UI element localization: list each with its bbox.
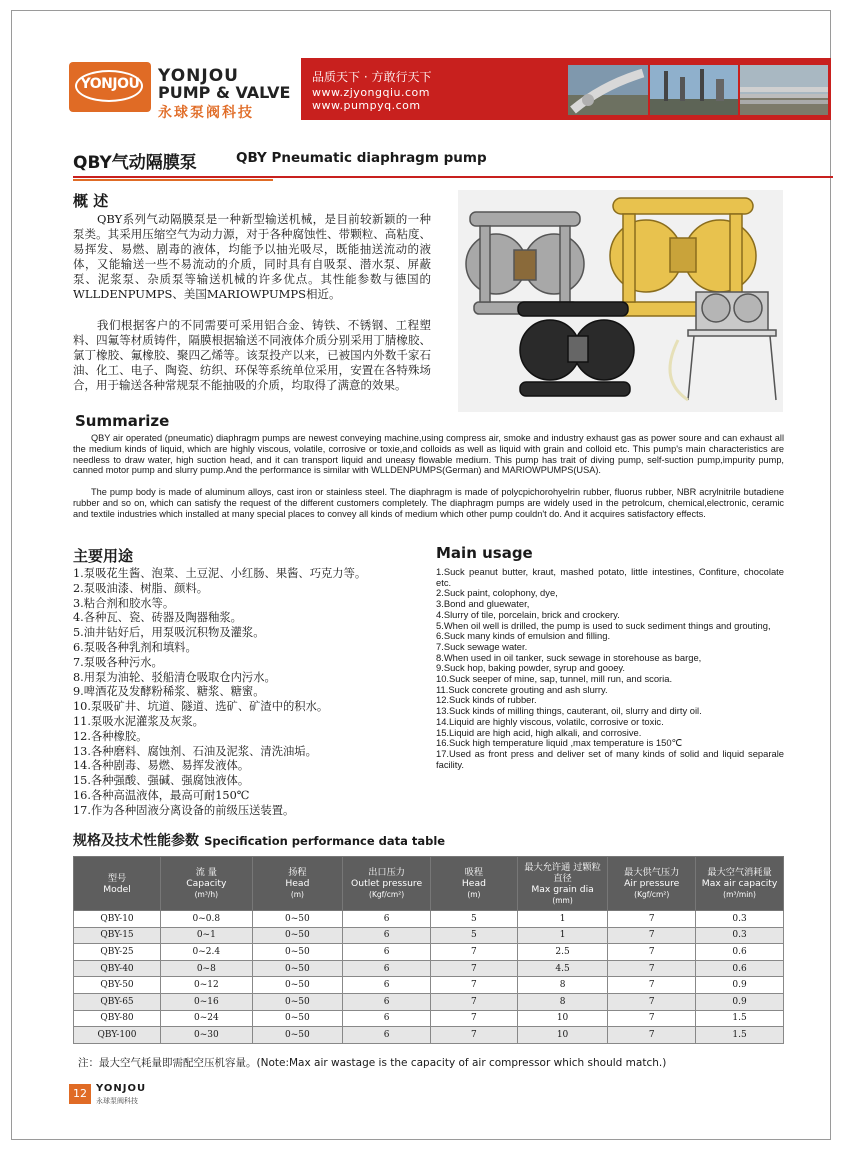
brand-logo: YONJOU xyxy=(69,62,151,112)
list-item: 16.各种高温液体，最高可耐150℃ xyxy=(73,788,250,802)
page-title-en: QBY Pneumatic diaphragm pump xyxy=(236,150,487,166)
overview-paragraph-2: 我们根据客户的不同需要可采用铝合金、铸铁、不锈钢、工程塑料、四氟等材质铸件，隔膜根据输送不同液体介质分别采用丁腈橡胶、氯丁橡胶、氟橡胶、聚四乙烯等。该泵投产以来，已被国内外数千家石油、化工、电子、陶瓷、纺织、环保等系统单位采用，安置在各特殊场合，用于输送各种常规泵不能抽吸的介质，均取得了满意的效果。 xyxy=(73,318,431,392)
list-item: 17.作为各种固液分离设备的前级压送装置。 xyxy=(73,803,295,817)
table-cell: QBY-10 xyxy=(74,911,161,928)
pump-product-photo xyxy=(458,190,783,412)
list-item: 7.Suck sewage water. xyxy=(436,640,528,652)
table-cell: QBY-25 xyxy=(74,944,161,961)
page-title-cn: QBY气动隔膜泵 xyxy=(73,153,197,173)
spec-table-heading: 规格及技术性能参数 Specification performance data table xyxy=(73,833,446,849)
header-slogan: 品质天下 · 方敢行天下 xyxy=(312,70,432,84)
column-header: 流 量 Capacity (m³/h) xyxy=(161,857,253,911)
table-cell: 0~30 xyxy=(161,1027,253,1044)
table-cell: 0~2.4 xyxy=(161,944,253,961)
table-note: 注：最大空气耗量即需配空压机容量。(Note:Max air wastage is the capacity of air compressor which should match.) xyxy=(78,1057,667,1069)
list-item: 12.Suck kinds of rubber. xyxy=(436,694,537,706)
table-cell: 0~50 xyxy=(252,977,343,994)
summarize-paragraph-1: QBY air operated (pneumatic) diaphragm pumps are newest conveying machine,using compress air, smoke and industry exhaust gas as power soure and can exhaust all the medium kinds of liquid, which are highly viscous, volatile, corrosive or toxie,and colloids as well as liquid with grain and colloid etc. This pump's main characteristics are needless to draw water, high suction head, and it can transport liquid and uneasy flowable medium. This pump has trait of diving pump, self-suction pump,impurity pump, canned motor pump and slurry pump.And the performance is similar with WLLDENPUMPS(German) and MARIOWPUMPS(USA). xyxy=(73,433,784,476)
summarize-heading: Summarize xyxy=(75,412,170,430)
table-cell: 1 xyxy=(517,927,607,944)
table-cell: 10 xyxy=(517,1027,607,1044)
table-cell: 7 xyxy=(431,977,518,994)
list-item: 8.用泵为油轮、驳船清仓吸取仓内污水。 xyxy=(73,670,276,684)
table-cell: 0~50 xyxy=(252,911,343,928)
brand-name: YONJOU xyxy=(158,66,239,86)
table-cell: 0~50 xyxy=(252,1027,343,1044)
brand-name-cn: 永球泵阀科技 xyxy=(158,105,254,121)
table-cell: 7 xyxy=(608,977,696,994)
list-item: 4.Slurry of tile, porcelain, brick and crockery. xyxy=(436,608,620,620)
list-item: 14.Liquid are highly viscous, volatilc, corrosive or toxic. xyxy=(436,715,664,727)
table-row xyxy=(74,977,784,994)
list-item: 13.Suck kinds of milling things, cauterant, oil, slurry and dirty oil. xyxy=(436,705,702,717)
list-item: 5.When oil well is drilled, the pump is used to suck sediment things and grouting, xyxy=(436,619,771,631)
list-item: 2.泵吸油漆、树脂、颜料。 xyxy=(73,581,209,595)
table-row xyxy=(74,1010,784,1027)
title-divider xyxy=(73,176,833,178)
table-cell: 7 xyxy=(608,927,696,944)
list-item: 8.When used in oil tanker, suck sewage in storehouse as barge, xyxy=(436,651,702,663)
table-cell: 4.5 xyxy=(517,960,607,977)
table-cell: QBY-15 xyxy=(74,927,161,944)
summarize-paragraph-2: The pump body is made of aluminum alloys, cast iron or stainless steel. The diaphragm is made of polycpichorohyelrin rubber, fluorus rubber, NBR acrylnitrile butadiene rubber and so on, which can satisfy the request of the different customers completely. The diaphragm pumps are widely used in the petrolcum, chemical,electronic, ceramic and textile industries which installed at many special places to convey all kinds of medium which other pump couldn't do. And it acquires satisfactory effects. xyxy=(73,487,784,519)
overview-paragraph-1: QBY系列气动隔膜泵是一种新型输送机械，是目前较新颖的一种泵类。其采用压缩空气为动力源，对于各种腐蚀性、带颗粒、高粘度、易挥发、易燃、剧毒的液体，均能予以抽光吸尽，既能抽送流动的液体，又能输送一些不易流动的介质，同时具有自吸泵、潜水泵、屏蔽泵、泥浆泵、杂质泵等输送机械的许多优点。其性能参数与德国的WLLDENPUMPS、美国MARIOWPUMPS相近。 xyxy=(73,212,431,301)
table-cell: 7 xyxy=(608,1027,696,1044)
list-item: 17.Used as front press and deliver set of many kinds of solid and liquid separale facility. xyxy=(436,747,784,770)
footer-brand-cn: 永球泵阀科技 xyxy=(96,1097,138,1105)
table-row xyxy=(74,911,784,928)
table-cell: 1 xyxy=(517,911,607,928)
table-cell: 2.5 xyxy=(517,944,607,961)
pipes-photo xyxy=(740,65,828,115)
website-url-2[interactable]: www.pumpyq.com xyxy=(312,99,421,112)
table-cell: 7 xyxy=(431,960,518,977)
list-item: 6.Suck many kinds of emulsion and filling. xyxy=(436,630,611,642)
table-header-row xyxy=(74,857,784,911)
table-cell: 10 xyxy=(517,1010,607,1027)
list-item: 3.Bond and gluewater, xyxy=(436,598,530,610)
table-cell: 0~0.8 xyxy=(161,911,253,928)
table-cell: 7 xyxy=(608,1010,696,1027)
usage-heading-cn: 主要用途 xyxy=(73,547,134,565)
table-cell: 0~16 xyxy=(161,993,253,1010)
column-header: 出口压力 Outlet pressure (Kgf/cm²) xyxy=(343,857,431,911)
table-row xyxy=(74,960,784,977)
table-cell: 0.6 xyxy=(696,960,784,977)
overview-heading: 概 述 xyxy=(73,192,109,210)
list-item: 1.Suck peanut butter, kraut, mashed potato, little intestines, Confiture, chocolate etc. xyxy=(436,566,784,588)
website-url[interactable]: www.zjyongqiu.com xyxy=(312,86,431,99)
table-cell: QBY-80 xyxy=(74,1010,161,1027)
table-cell: 0~8 xyxy=(161,960,253,977)
footer-brand: YONJOU xyxy=(96,1083,147,1094)
brand-subtitle: PUMP & VALVE xyxy=(158,83,291,102)
column-header: 最大空气消耗量 Max air capacity (m³/min) xyxy=(696,857,784,911)
table-cell: QBY-100 xyxy=(74,1027,161,1044)
list-item: 14.各种剧毒、易燃、易挥发液体。 xyxy=(73,759,250,773)
table-cell: 1.5 xyxy=(696,1027,784,1044)
list-item: 11.Suck concrete grouting and ash slurry. xyxy=(436,683,608,695)
usage-list-en xyxy=(436,567,784,770)
column-header: 型号 Model xyxy=(74,857,161,911)
page-number: 12 xyxy=(69,1084,91,1104)
list-item: 10.Suck seeper of mine, sap, tunnel, mill run, and scoria. xyxy=(436,673,673,685)
table-cell: 7 xyxy=(608,944,696,961)
refinery-photo xyxy=(650,65,738,115)
list-item: 1.泵吸花生酱、泡菜、土豆泥、小红肠、果酱、巧克力等。 xyxy=(73,567,367,580)
table-cell: 6 xyxy=(343,977,431,994)
list-item: 2.Suck paint, colophony, dye, xyxy=(436,587,558,599)
table-cell: 0~1 xyxy=(161,927,253,944)
table-cell: 7 xyxy=(431,1027,518,1044)
table-cell: QBY-65 xyxy=(74,993,161,1010)
table-cell: 0~24 xyxy=(161,1010,253,1027)
list-item: 13.各种磨料、腐蚀剂、石油及泥浆、清洗油垢。 xyxy=(73,744,317,758)
table-cell: 0~50 xyxy=(252,993,343,1010)
table-row xyxy=(74,944,784,961)
table-cell: 6 xyxy=(343,993,431,1010)
table-cell: 7 xyxy=(608,993,696,1010)
list-item: 9.啤酒花及发酵粉稀浆、糖浆、糖蜜。 xyxy=(73,685,265,699)
list-item: 6.泵吸各种乳剂和填料。 xyxy=(73,640,197,654)
usage-list-cn xyxy=(73,567,413,819)
list-item: 3.粘合剂和胶水等。 xyxy=(73,596,175,610)
list-item: 12.各种橡胶。 xyxy=(73,729,148,743)
table-cell: 0.3 xyxy=(696,911,784,928)
spec-table xyxy=(73,856,784,1044)
table-cell: 0.9 xyxy=(696,977,784,994)
table-cell: 0~50 xyxy=(252,960,343,977)
table-cell: 8 xyxy=(517,993,607,1010)
list-item: 7.泵吸各种污水。 xyxy=(73,655,163,669)
table-cell: 8 xyxy=(517,977,607,994)
table-cell: 6 xyxy=(343,1027,431,1044)
list-item: 11.泵吸水泥灌浆及灰浆。 xyxy=(73,714,204,728)
list-item: 9.Suck hop, baking powder, syrup and gooey. xyxy=(436,662,626,674)
table-cell: 7 xyxy=(608,960,696,977)
title-divider-accent xyxy=(73,179,273,181)
table-cell: 7 xyxy=(608,911,696,928)
table-cell: 6 xyxy=(343,1010,431,1027)
column-header: 扬程 Head (m) xyxy=(252,857,343,911)
list-item: 10.泵吸矿井、坑道、隧道、选矿、矿渣中的积水。 xyxy=(73,700,329,714)
table-row xyxy=(74,1027,784,1044)
column-header: 最大允许通 过颗粒直径 Max grain dia (mm) xyxy=(517,857,607,911)
table-cell: 6 xyxy=(343,927,431,944)
table-cell: 0.3 xyxy=(696,927,784,944)
pipeline-photo xyxy=(568,65,648,115)
table-cell: 6 xyxy=(343,911,431,928)
table-cell: 0.9 xyxy=(696,993,784,1010)
table-cell: QBY-40 xyxy=(74,960,161,977)
list-item: 5.油井钻好后，用泵吸沉积物及灌浆。 xyxy=(73,626,265,640)
table-cell: 7 xyxy=(431,1010,518,1027)
table-row xyxy=(74,993,784,1010)
list-item: 16.Suck high temperature liquid ,max temperature is 150℃ xyxy=(436,737,683,749)
table-cell: 0~50 xyxy=(252,944,343,961)
list-item: 4.各种瓦、瓷、砖器及陶器釉浆。 xyxy=(73,611,242,625)
column-header: 最大供气压力 Air pressure (Kgf/cm²) xyxy=(608,857,696,911)
table-cell: 6 xyxy=(343,960,431,977)
column-header: 吸程 Head (m) xyxy=(431,857,518,911)
table-cell: 7 xyxy=(431,944,518,961)
list-item: 15.各种强酸、强碱、强腐蚀液体。 xyxy=(73,774,250,788)
table-cell: 5 xyxy=(431,927,518,944)
table-cell: 1.5 xyxy=(696,1010,784,1027)
table-cell: 0~12 xyxy=(161,977,253,994)
list-item: 15.Liquid are high acid, high alkali, and corrosive. xyxy=(436,726,642,738)
table-cell: QBY-50 xyxy=(74,977,161,994)
table-cell: 5 xyxy=(431,911,518,928)
table-row xyxy=(74,927,784,944)
table-cell: 0~50 xyxy=(252,1010,343,1027)
table-cell: 0.6 xyxy=(696,944,784,961)
usage-heading-en: Main usage xyxy=(436,544,533,562)
table-cell: 7 xyxy=(431,993,518,1010)
table-cell: 0~50 xyxy=(252,927,343,944)
table-cell: 6 xyxy=(343,944,431,961)
